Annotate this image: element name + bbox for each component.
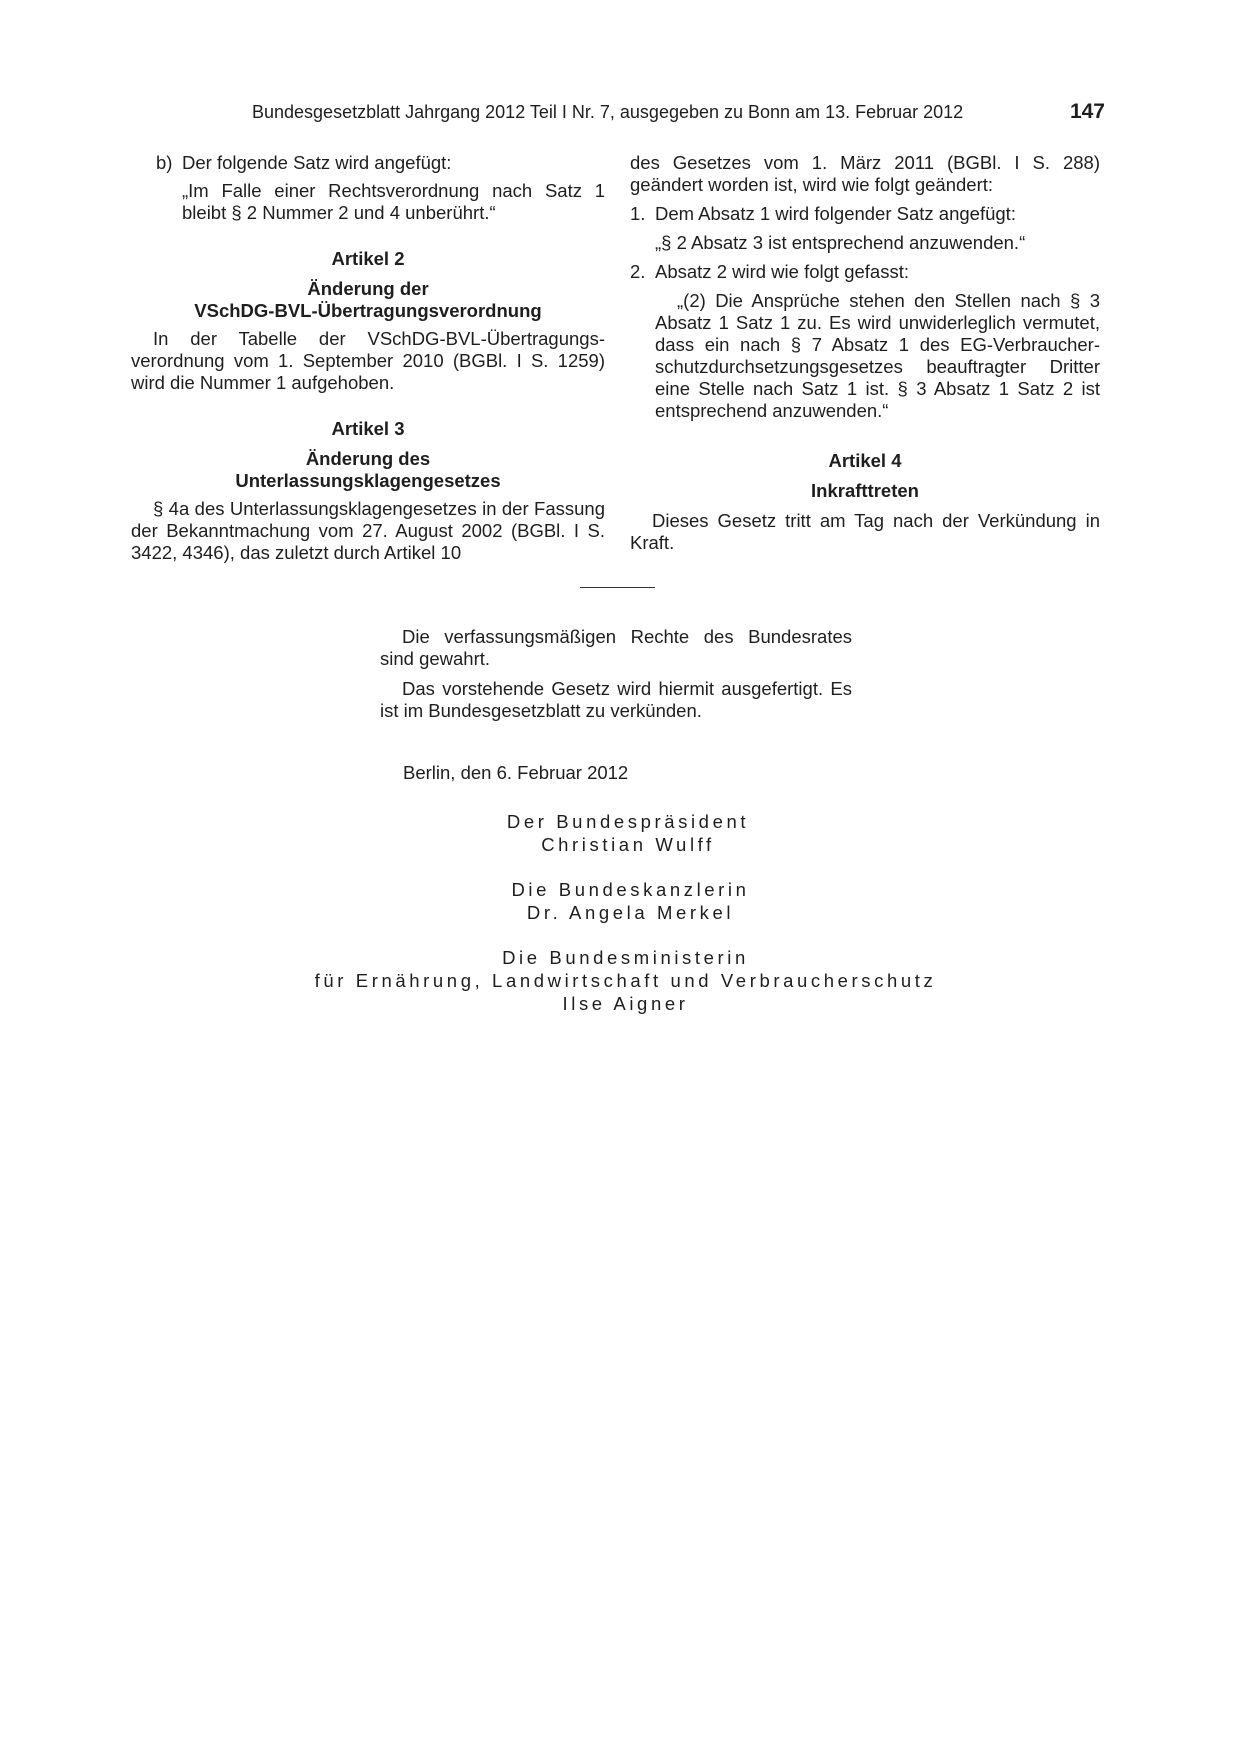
article-4-subtitle: Inkrafttreten	[811, 480, 919, 501]
article-2-subtitle	[131, 278, 605, 322]
article-4-title: Artikel 4	[828, 450, 902, 471]
article-3-title: Artikel 3	[331, 418, 405, 439]
article-3-subtitle-line2: Unterlassungsklagengesetzes	[235, 470, 501, 491]
quoted-amendment: „Im Falle einer Rechtsverordnung nach Satz 1 bleibt § 2 Nummer 2 und 4 unberührt.“	[182, 180, 605, 223]
list-item-label: b)	[156, 152, 173, 173]
left-column	[131, 152, 605, 564]
signatory-title: Die Bundesministerin	[502, 947, 749, 968]
list-item-label: 2.	[630, 261, 646, 282]
signature-kanzlerin	[0, 878, 1241, 924]
article-3-body: § 4a des Unterlassungsklagengesetzes in der Fassung der Bekanntmachung vom 27. August 2002 (BGBl. I S. 3422, 4346), das zuletzt durch Artikel 10	[131, 498, 605, 563]
signatory-title: Die Bundeskanzlerin	[511, 879, 750, 900]
article-2-subtitle-line1: Änderung der	[307, 278, 429, 299]
list-item-text: Der folgende Satz wird angefügt:	[182, 152, 452, 173]
signatory-name: Christian Wulff	[541, 834, 715, 855]
list-item-text: Dem Absatz 1 wird folgender Satz angefügt:	[655, 203, 1016, 224]
list-item-b	[131, 152, 605, 174]
closing-text	[380, 626, 852, 722]
right-column	[630, 152, 1100, 554]
running-title: Bundesgesetzblatt Jahrgang 2012 Teil I Nr. 7, ausgegeben zu Bonn am 13. Februar 2012	[252, 102, 964, 122]
list-item-text: Absatz 2 wird wie folgt gefasst:	[655, 261, 909, 282]
signatory-name: Ilse Aigner	[562, 993, 689, 1014]
article-3-continuation: des Gesetzes vom 1. März 2011 (BGBl. I S. 288) geändert worden ist, wird wie folgt geändert:	[630, 152, 1100, 195]
article-2-title: Artikel 2	[331, 248, 405, 269]
article-4-body: Dieses Gesetz tritt am Tag nach der Verkündung in Kraft.	[630, 510, 1100, 553]
list-item-1	[630, 203, 1100, 225]
article-3-subtitle-line1: Änderung des	[305, 448, 431, 469]
place-date: Berlin, den 6. Februar 2012	[403, 762, 629, 783]
closing-paragraph-2: Das vorstehende Gesetz wird hiermit ausgefertigt. Es ist im Bundesgesetzblatt zu verkünden.	[380, 678, 852, 721]
closing-paragraph-1: Die verfassungsmäßigen Rechte des Bundesrates sind gewahrt.	[380, 626, 852, 669]
list-item-2	[630, 261, 1100, 283]
quoted-amendment: „(2) Die Ansprüche stehen den Stellen nach § 3 Absatz 1 Satz 1 zu. Es wird unwiderleglich vermutet, dass ein nach § 7 Absatz 1 des EG-Verbraucherschutzdurchsetzungsgesetzes beauftragter Dritter eine Stelle nach Satz 1 ist. § 3 Absatz 1 Satz 2 ist entsprechend anzuwenden.“	[655, 290, 1100, 421]
signature-praesident	[0, 810, 1241, 856]
list-item-label: 1.	[630, 203, 646, 224]
signatory-ressort: für Ernährung, Landwirtschaft und Verbraucherschutz	[314, 970, 937, 991]
quoted-amendment: „§ 2 Absatz 3 ist entsprechend anzuwenden.“	[655, 232, 1026, 253]
signatory-name: Dr. Angela Merkel	[526, 902, 735, 923]
article-2-subtitle-line2: VSchDG-BVL-Übertragungsverordnung	[194, 300, 542, 321]
page-header	[250, 100, 1105, 130]
signature-ministerin	[0, 946, 1241, 1015]
article-2-body: In der Tabelle der VSchDG-BVL-Übertragungsverordnung vom 1. September 2010 (BGBl. I S. 1259) wird die Nummer 1 aufgehoben.	[131, 328, 605, 393]
page-number: 147	[1069, 100, 1105, 123]
section-divider	[580, 587, 655, 588]
signatory-title: Der Bundespräsident	[506, 811, 750, 832]
article-3-subtitle	[131, 448, 605, 492]
